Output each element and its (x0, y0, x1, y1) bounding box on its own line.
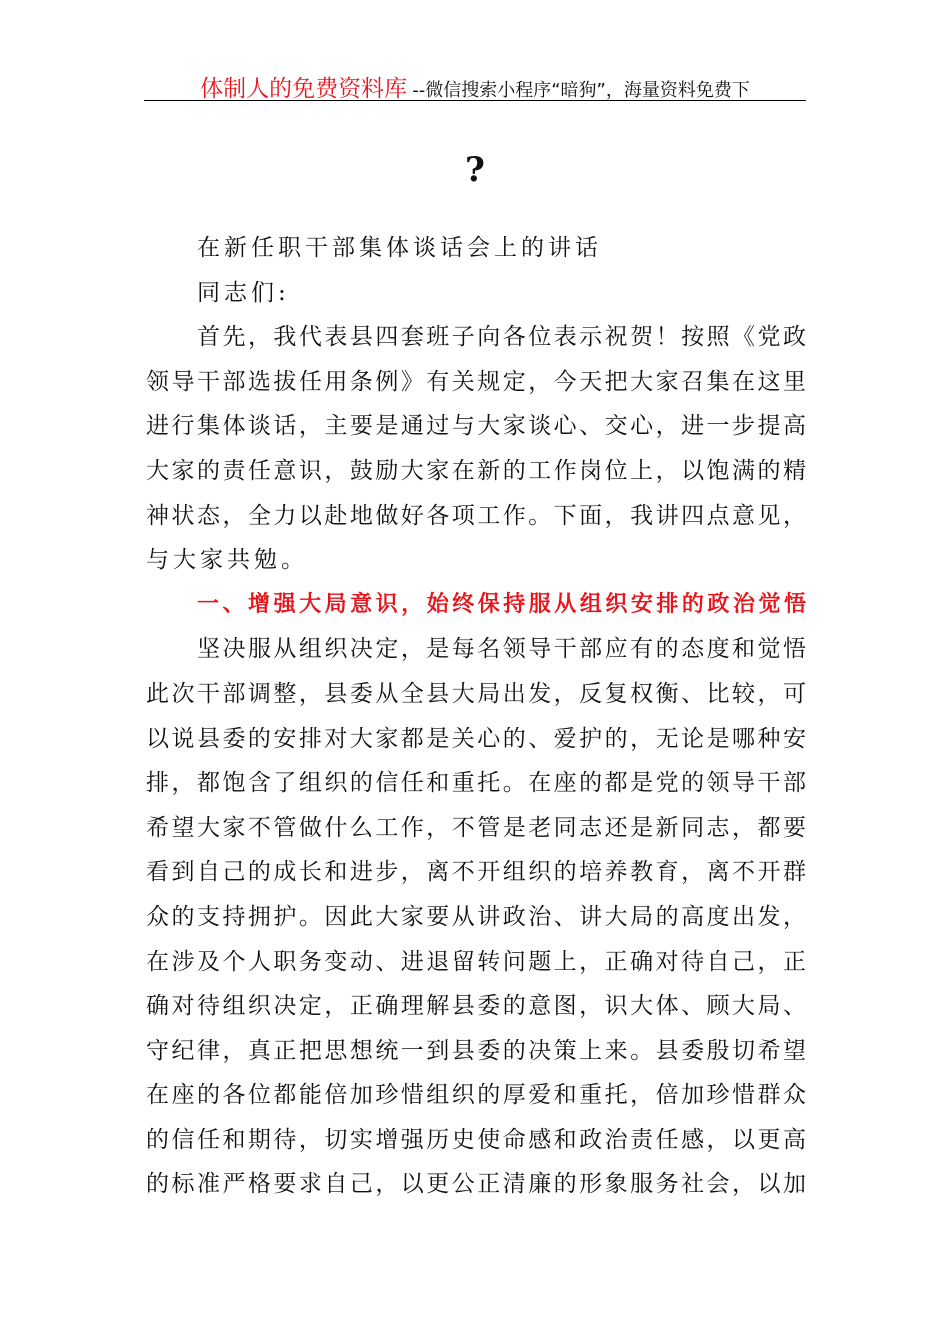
text-line: 进行集体谈话，主要是通过与大家谈心、交心，进一步提高 (146, 413, 806, 440)
text-line: 确对待组织决定，正确理解县委的意图，识大体、顾大局、 (146, 993, 806, 1020)
header-tagline: --微信搜索小程序“暗狗”，海量资料免费下 (412, 80, 750, 101)
document-body (146, 226, 806, 1207)
section-heading: 一、增强大局意识，始终保持服从组织安排的政治觉悟 (197, 591, 806, 617)
text-line: 排，都饱含了组织的信任和重托。在座的都是党的领导干部 (146, 770, 806, 797)
text-line: 首先，我代表县四套班子向各位表示祝贺！按照《党政 (197, 324, 806, 351)
text-line: 众的支持拥护。因此大家要从讲政治、讲大局的高度出发， (146, 903, 806, 930)
unknown-glyph: ? (465, 150, 485, 190)
text-line: 在涉及个人职务变动、进退留转问题上，正确对待自己，正 (146, 948, 806, 975)
text-line: 看到自己的成长和进步，离不开组织的培养教育，离不开群 (146, 859, 806, 886)
text-line: 以说县委的安排对大家都是关心的、爱护的，无论是哪种安 (146, 725, 806, 752)
text-line: 坚决服从组织决定，是每名领导干部应有的态度和觉悟 (197, 636, 806, 663)
text-line: 领导干部选拔任用条例》有关规定，今天把大家召集在这里 (146, 368, 806, 395)
text-line: 与大家共勉。 (146, 547, 308, 574)
text-line: 神状态，全力以赴地做好各项工作。下面，我讲四点意见， (146, 502, 806, 529)
text-line: 在新任职干部集体谈话会上的讲话 (197, 235, 602, 261)
text-line: 的信任和期待，切实增强历史使命感和政治责任感，以更高 (146, 1126, 806, 1153)
text-line: 大家的责任意识，鼓励大家在新的工作岗位上，以饱满的精 (146, 457, 806, 484)
page-header (144, 70, 806, 101)
text-line: 此次干部调整，县委从全县大局出发，反复权衡、比较，可 (146, 680, 806, 707)
text-line: 同志们: (197, 279, 290, 306)
header-brand: 体制人的免费资料库 (200, 76, 408, 102)
text-line: 守纪律，真正把思想统一到县委的决策上来。县委殷切希望 (146, 1037, 806, 1064)
text-line: 希望大家不管做什么工作，不管是老同志还是新同志，都要 (146, 814, 806, 841)
text-line: 在座的各位都能倍加珍惜组织的厚爱和重托，倍加珍惜群众 (146, 1082, 806, 1109)
text-line: 的标准严格要求自己，以更公正清廉的形象服务社会，以加 (146, 1171, 806, 1198)
